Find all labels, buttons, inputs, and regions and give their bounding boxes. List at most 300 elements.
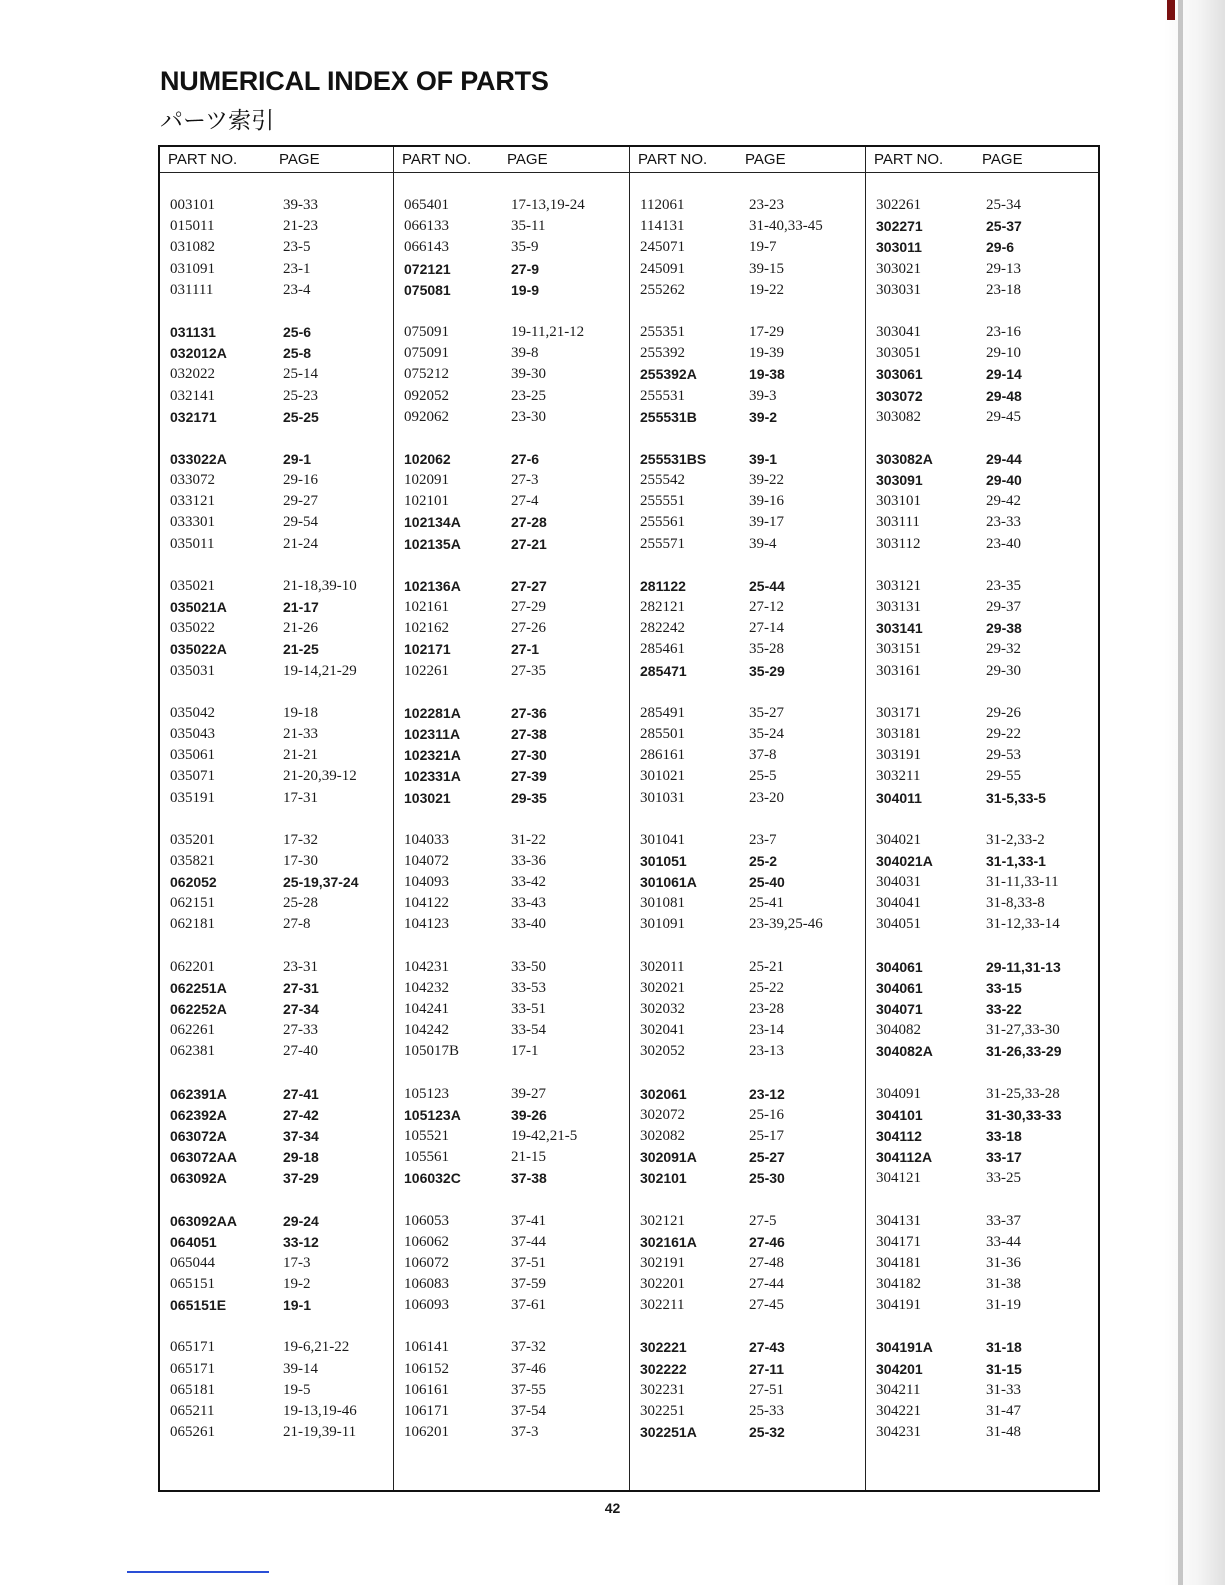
part-number: 304082 bbox=[876, 1022, 921, 1039]
page-binding-edge bbox=[1178, 0, 1183, 1585]
index-column-4 bbox=[865, 147, 1098, 1490]
table-row bbox=[160, 470, 393, 491]
table-row bbox=[160, 1359, 393, 1380]
row-group bbox=[630, 957, 865, 1063]
page-reference: 37-34 bbox=[283, 1127, 319, 1144]
table-row bbox=[866, 999, 1098, 1020]
part-number: 282121 bbox=[640, 599, 685, 615]
part-number: 103021 bbox=[404, 789, 451, 806]
table-row bbox=[630, 322, 865, 343]
page-reference: 25-37 bbox=[986, 218, 1022, 235]
part-number: 031111 bbox=[170, 281, 214, 298]
page-reference: 27-9 bbox=[511, 260, 540, 277]
part-number: 301061A bbox=[640, 874, 697, 891]
table-row bbox=[394, 788, 629, 809]
part-number: 302251A bbox=[640, 1424, 697, 1441]
part-number: 112061 bbox=[640, 197, 685, 213]
page-reference: 27-34 bbox=[283, 1001, 319, 1017]
page-reference: 23-1 bbox=[283, 260, 311, 277]
table-row bbox=[160, 1041, 393, 1062]
part-number: 304041 bbox=[876, 895, 921, 912]
page-reference: 21-17 bbox=[283, 599, 319, 615]
page-reference: 39-15 bbox=[749, 260, 784, 277]
part-number: 303121 bbox=[876, 577, 921, 594]
table-row bbox=[866, 1422, 1098, 1443]
table-row bbox=[866, 661, 1098, 682]
row-group bbox=[394, 195, 629, 301]
table-row bbox=[866, 1147, 1098, 1168]
row-group bbox=[160, 957, 393, 1063]
page-reference: 23-23 bbox=[749, 197, 784, 213]
row-group bbox=[630, 1211, 865, 1317]
table-row bbox=[630, 449, 865, 470]
page-reference: 21-33 bbox=[283, 725, 318, 742]
table-row bbox=[630, 1380, 865, 1401]
page-reference: 27-33 bbox=[283, 1022, 318, 1039]
page-header: PAGE bbox=[507, 151, 548, 168]
row-group bbox=[630, 322, 865, 428]
part-number: 304221 bbox=[876, 1403, 921, 1419]
part-number: 104093 bbox=[404, 874, 449, 891]
part-number: 031131 bbox=[170, 323, 216, 340]
table-row bbox=[630, 788, 865, 809]
table-row bbox=[866, 1359, 1098, 1380]
table-row bbox=[866, 830, 1098, 851]
table-row bbox=[630, 1253, 865, 1274]
part-number: 106093 bbox=[404, 1297, 449, 1314]
part-number: 032022 bbox=[170, 366, 215, 383]
page-reference: 27-35 bbox=[511, 662, 546, 679]
part-number: 033072 bbox=[170, 472, 215, 489]
page-reference: 33-40 bbox=[511, 916, 546, 933]
page-reference: 25-2 bbox=[749, 852, 778, 869]
table-row bbox=[394, 1422, 629, 1443]
table-row bbox=[630, 618, 865, 639]
page-reference: 31-11,33-11 bbox=[986, 874, 1059, 891]
part-number: 062251A bbox=[170, 979, 227, 996]
page-reference: 27-42 bbox=[283, 1106, 319, 1123]
table-row bbox=[394, 1401, 629, 1422]
part-number: 062201 bbox=[170, 958, 215, 975]
page-reference: 29-53 bbox=[986, 747, 1021, 764]
table-row bbox=[866, 893, 1098, 914]
page-header: PAGE bbox=[279, 151, 320, 168]
part-number: 285491 bbox=[640, 704, 685, 721]
part-number: 303051 bbox=[876, 345, 921, 362]
page-reference: 27-39 bbox=[511, 768, 547, 785]
page-reference: 31-19 bbox=[986, 1297, 1021, 1314]
part-number: 303072 bbox=[876, 387, 923, 404]
table-row bbox=[160, 491, 393, 512]
part-number: 114131 bbox=[640, 218, 685, 235]
page-reference: 37-3 bbox=[511, 1424, 539, 1441]
index-column-2 bbox=[393, 147, 629, 1490]
page-reference: 39-2 bbox=[749, 408, 778, 425]
table-row bbox=[866, 470, 1098, 491]
page-reference: 27-41 bbox=[283, 1085, 319, 1102]
page-reference: 35-24 bbox=[749, 725, 784, 742]
table-row bbox=[630, 364, 865, 385]
table-row bbox=[630, 999, 865, 1020]
page-reference: 31-40,33-45 bbox=[749, 218, 823, 235]
part-number: 105123 bbox=[404, 1085, 449, 1102]
part-number: 062052 bbox=[170, 874, 217, 891]
column-header bbox=[394, 147, 629, 173]
page-reference: 19-11,21-12 bbox=[511, 323, 585, 340]
page-reference: 33-36 bbox=[511, 852, 546, 869]
part-number: 303011 bbox=[876, 239, 922, 256]
row-group bbox=[866, 1211, 1098, 1317]
page-reference: 37-29 bbox=[283, 1170, 319, 1187]
table-row bbox=[160, 237, 393, 258]
part-number: 106072 bbox=[404, 1254, 449, 1271]
part-number: 062151 bbox=[170, 895, 215, 912]
part-number: 063072AA bbox=[170, 1149, 237, 1166]
part-number: 302191 bbox=[640, 1254, 685, 1271]
part-number: 304181 bbox=[876, 1254, 921, 1271]
row-group bbox=[630, 195, 865, 301]
page-reference: 27-28 bbox=[511, 514, 547, 531]
part-number: 304191 bbox=[876, 1297, 921, 1314]
table-row bbox=[394, 470, 629, 491]
part-number: 304112 bbox=[876, 1127, 922, 1144]
table-row bbox=[866, 195, 1098, 216]
row-group bbox=[394, 830, 629, 936]
part-no-header: PART NO. bbox=[168, 151, 238, 168]
table-row bbox=[160, 914, 393, 935]
part-number: 285461 bbox=[640, 641, 685, 658]
part-number: 106152 bbox=[404, 1360, 449, 1377]
part-number: 102134A bbox=[404, 514, 461, 531]
page-reference: 33-43 bbox=[511, 895, 546, 912]
page-reference: 21-24 bbox=[283, 535, 318, 552]
part-number: 102171 bbox=[404, 641, 451, 658]
page-reference: 37-51 bbox=[511, 1254, 546, 1271]
page-reference: 29-16 bbox=[283, 472, 318, 489]
page-reference: 23-4 bbox=[283, 281, 311, 298]
part-number: 301091 bbox=[640, 916, 685, 933]
page-reference: 21-15 bbox=[511, 1149, 546, 1166]
page-reference: 25-23 bbox=[283, 387, 318, 404]
page-reference: 29-35 bbox=[511, 789, 547, 806]
part-number: 303191 bbox=[876, 747, 921, 764]
part-number: 302082 bbox=[640, 1127, 685, 1144]
page-header: PAGE bbox=[982, 151, 1023, 168]
part-number: 092062 bbox=[404, 408, 449, 425]
table-row bbox=[160, 407, 393, 428]
page-reference: 19-22 bbox=[749, 281, 784, 298]
page-reference: 23-14 bbox=[749, 1022, 784, 1039]
page-reference: 35-29 bbox=[749, 662, 785, 679]
page-reference: 25-41 bbox=[749, 895, 784, 912]
table-row bbox=[866, 1253, 1098, 1274]
page-reference: 33-22 bbox=[986, 1001, 1022, 1017]
part-number: 033301 bbox=[170, 514, 215, 531]
table-row bbox=[160, 343, 393, 364]
page-reference: 25-8 bbox=[283, 345, 312, 362]
table-row bbox=[630, 534, 865, 555]
page-reference: 27-29 bbox=[511, 599, 546, 615]
part-number: 035043 bbox=[170, 725, 215, 742]
part-number: 035021A bbox=[170, 599, 227, 615]
page-reference: 29-48 bbox=[986, 387, 1022, 404]
page-reference: 29-38 bbox=[986, 620, 1022, 637]
table-row bbox=[160, 618, 393, 639]
page-subtitle-japanese: パーツ索引 bbox=[160, 108, 275, 134]
part-number: 104122 bbox=[404, 895, 449, 912]
page-reference: 35-27 bbox=[749, 704, 784, 721]
page-reference: 17-1 bbox=[511, 1043, 539, 1060]
page-reference: 37-38 bbox=[511, 1170, 547, 1187]
part-number: 102331A bbox=[404, 768, 461, 785]
table-row bbox=[394, 491, 629, 512]
index-column-1 bbox=[160, 147, 393, 1490]
page-reference: 27-12 bbox=[749, 599, 784, 615]
table-row bbox=[394, 512, 629, 533]
part-number: 302221 bbox=[640, 1339, 687, 1356]
part-number: 035061 bbox=[170, 747, 215, 764]
part-number: 064051 bbox=[170, 1233, 217, 1250]
table-row bbox=[160, 1105, 393, 1126]
table-row bbox=[630, 1147, 865, 1168]
table-row bbox=[160, 1211, 393, 1232]
page-reference: 23-40 bbox=[986, 535, 1021, 552]
part-number: 035821 bbox=[170, 852, 215, 869]
table-row bbox=[630, 914, 865, 935]
table-row bbox=[160, 322, 393, 343]
page-reference: 29-14 bbox=[986, 366, 1022, 383]
index-rows bbox=[630, 195, 865, 1464]
table-row bbox=[630, 1211, 865, 1232]
page-reference: 17-30 bbox=[283, 852, 318, 869]
part-number: 032141 bbox=[170, 387, 215, 404]
part-number: 062381 bbox=[170, 1043, 215, 1060]
part-number: 065171 bbox=[170, 1360, 215, 1377]
table-row bbox=[160, 1147, 393, 1168]
page-reference: 23-12 bbox=[749, 1085, 785, 1102]
page-reference: 25-34 bbox=[986, 197, 1021, 213]
table-row bbox=[866, 1337, 1098, 1358]
page-reference: 29-42 bbox=[986, 493, 1021, 510]
table-row bbox=[630, 1084, 865, 1105]
parts-index-table bbox=[158, 145, 1100, 1492]
table-row bbox=[630, 851, 865, 872]
part-number: 035021 bbox=[170, 577, 215, 594]
row-group bbox=[866, 957, 1098, 1063]
table-row bbox=[160, 872, 393, 893]
part-number: 031091 bbox=[170, 260, 215, 277]
part-number: 301041 bbox=[640, 831, 685, 848]
page-reference: 29-18 bbox=[283, 1149, 319, 1166]
page-reference: 23-18 bbox=[986, 281, 1021, 298]
part-number: 304121 bbox=[876, 1170, 921, 1187]
page-edge-shadow bbox=[1163, 0, 1225, 1585]
page-title: NUMERICAL INDEX OF PARTS bbox=[160, 66, 549, 96]
part-number: 302271 bbox=[876, 218, 923, 235]
table-row bbox=[394, 1359, 629, 1380]
page-reference: 25-16 bbox=[749, 1106, 784, 1123]
table-row bbox=[866, 512, 1098, 533]
table-row bbox=[630, 343, 865, 364]
table-row bbox=[394, 1041, 629, 1062]
table-row bbox=[394, 978, 629, 999]
page-reference: 25-27 bbox=[749, 1149, 785, 1166]
table-row bbox=[630, 1020, 865, 1041]
part-number: 302021 bbox=[640, 979, 685, 996]
page-reference: 25-32 bbox=[749, 1424, 785, 1441]
page-reference: 17-3 bbox=[283, 1254, 311, 1271]
table-row bbox=[394, 343, 629, 364]
table-row bbox=[160, 957, 393, 978]
part-number: 304071 bbox=[876, 1001, 923, 1017]
page-reference: 33-50 bbox=[511, 958, 546, 975]
table-row bbox=[160, 597, 393, 618]
column-header bbox=[630, 147, 865, 173]
table-row bbox=[394, 237, 629, 258]
table-row bbox=[866, 259, 1098, 280]
part-number: 304131 bbox=[876, 1212, 921, 1229]
table-row bbox=[866, 1126, 1098, 1147]
page-reference: 37-59 bbox=[511, 1276, 546, 1293]
part-number: 062181 bbox=[170, 916, 215, 933]
part-number: 303082 bbox=[876, 408, 921, 425]
page-reference: 39-8 bbox=[511, 345, 539, 362]
table-row bbox=[394, 1084, 629, 1105]
row-group bbox=[866, 576, 1098, 682]
table-row bbox=[866, 322, 1098, 343]
table-row bbox=[630, 1168, 865, 1189]
part-number: 104232 bbox=[404, 979, 449, 996]
page-reference: 21-21 bbox=[283, 747, 318, 764]
page-reference: 23-7 bbox=[749, 831, 777, 848]
part-number: 035191 bbox=[170, 789, 215, 806]
page-reference: 29-37 bbox=[986, 599, 1021, 615]
row-group bbox=[394, 576, 629, 682]
table-row bbox=[394, 1232, 629, 1253]
page-reference: 27-38 bbox=[511, 725, 547, 742]
part-number: 106161 bbox=[404, 1381, 449, 1398]
table-row bbox=[866, 491, 1098, 512]
part-number: 304051 bbox=[876, 916, 921, 933]
part-number: 304061 bbox=[876, 958, 923, 975]
page-reference: 31-8,33-8 bbox=[986, 895, 1045, 912]
table-row bbox=[630, 1401, 865, 1422]
index-rows bbox=[394, 195, 629, 1464]
page-reference: 29-30 bbox=[986, 662, 1021, 679]
part-number: 302211 bbox=[640, 1297, 685, 1314]
page-reference: 31-33 bbox=[986, 1381, 1021, 1398]
part-number: 304191A bbox=[876, 1339, 933, 1356]
table-row bbox=[160, 1401, 393, 1422]
table-row bbox=[160, 703, 393, 724]
table-row bbox=[394, 745, 629, 766]
part-number: 302091A bbox=[640, 1149, 697, 1166]
page-reference: 19-9 bbox=[511, 281, 540, 298]
part-number: 304061 bbox=[876, 979, 923, 996]
page-reference: 19-1 bbox=[283, 1297, 312, 1314]
part-no-header: PART NO. bbox=[402, 151, 472, 168]
part-number: 303112 bbox=[876, 535, 921, 552]
page-reference: 23-28 bbox=[749, 1001, 784, 1017]
part-number: 102162 bbox=[404, 620, 449, 637]
page-reference: 39-22 bbox=[749, 472, 784, 489]
part-number: 105561 bbox=[404, 1149, 449, 1166]
page-number: 42 bbox=[604, 1500, 621, 1516]
part-number: 105123A bbox=[404, 1106, 461, 1123]
row-group bbox=[160, 576, 393, 682]
part-number: 065171 bbox=[170, 1339, 215, 1356]
table-row bbox=[160, 999, 393, 1020]
table-row bbox=[630, 216, 865, 237]
table-row bbox=[394, 1380, 629, 1401]
page-reference: 29-22 bbox=[986, 725, 1021, 742]
table-row bbox=[394, 364, 629, 385]
table-row bbox=[630, 745, 865, 766]
table-row bbox=[394, 999, 629, 1020]
table-row bbox=[160, 386, 393, 407]
page-reference: 25-19,37-24 bbox=[283, 874, 359, 891]
part-number: 065211 bbox=[170, 1403, 215, 1419]
part-number: 303111 bbox=[876, 514, 920, 531]
part-number: 301031 bbox=[640, 789, 685, 806]
row-group bbox=[394, 322, 629, 428]
part-number: 063072A bbox=[170, 1127, 227, 1144]
page-reference: 29-24 bbox=[283, 1212, 319, 1229]
table-row bbox=[866, 745, 1098, 766]
table-row bbox=[160, 1232, 393, 1253]
page-reference: 27-21 bbox=[511, 535, 547, 552]
part-number: 255542 bbox=[640, 472, 685, 489]
part-number: 302251 bbox=[640, 1403, 685, 1419]
page-reference: 27-45 bbox=[749, 1297, 784, 1314]
part-number: 301051 bbox=[640, 852, 687, 869]
page-reference: 23-30 bbox=[511, 408, 546, 425]
table-row bbox=[394, 872, 629, 893]
row-group bbox=[394, 703, 629, 809]
page-reference: 29-10 bbox=[986, 345, 1021, 362]
page-reference: 27-4 bbox=[511, 493, 539, 510]
page-reference: 39-26 bbox=[511, 1106, 547, 1123]
table-row bbox=[630, 1274, 865, 1295]
page-reference: 35-9 bbox=[511, 239, 539, 256]
part-number: 062392A bbox=[170, 1106, 227, 1123]
page-reference: 19-39 bbox=[749, 345, 784, 362]
table-row bbox=[866, 1232, 1098, 1253]
page-reference: 37-46 bbox=[511, 1360, 546, 1377]
table-row bbox=[866, 407, 1098, 428]
table-row bbox=[630, 1422, 865, 1443]
table-row bbox=[394, 957, 629, 978]
part-number: 303171 bbox=[876, 704, 921, 721]
page-reference: 27-11 bbox=[749, 1360, 785, 1377]
part-number: 033121 bbox=[170, 493, 215, 510]
part-number: 303181 bbox=[876, 725, 921, 742]
corner-mark bbox=[1167, 0, 1175, 20]
part-number: 075091 bbox=[404, 345, 449, 362]
table-row bbox=[866, 1295, 1098, 1316]
part-number: 003101 bbox=[170, 197, 215, 213]
page-reference: 33-54 bbox=[511, 1022, 546, 1039]
table-row bbox=[866, 1380, 1098, 1401]
row-group bbox=[630, 703, 865, 809]
table-row bbox=[630, 872, 865, 893]
page-reference: 19-18 bbox=[283, 704, 318, 721]
page-reference: 23-39,25-46 bbox=[749, 916, 823, 933]
table-row bbox=[394, 639, 629, 660]
part-number: 303061 bbox=[876, 366, 923, 383]
part-number: 031082 bbox=[170, 239, 215, 256]
page-reference: 39-1 bbox=[749, 450, 778, 467]
